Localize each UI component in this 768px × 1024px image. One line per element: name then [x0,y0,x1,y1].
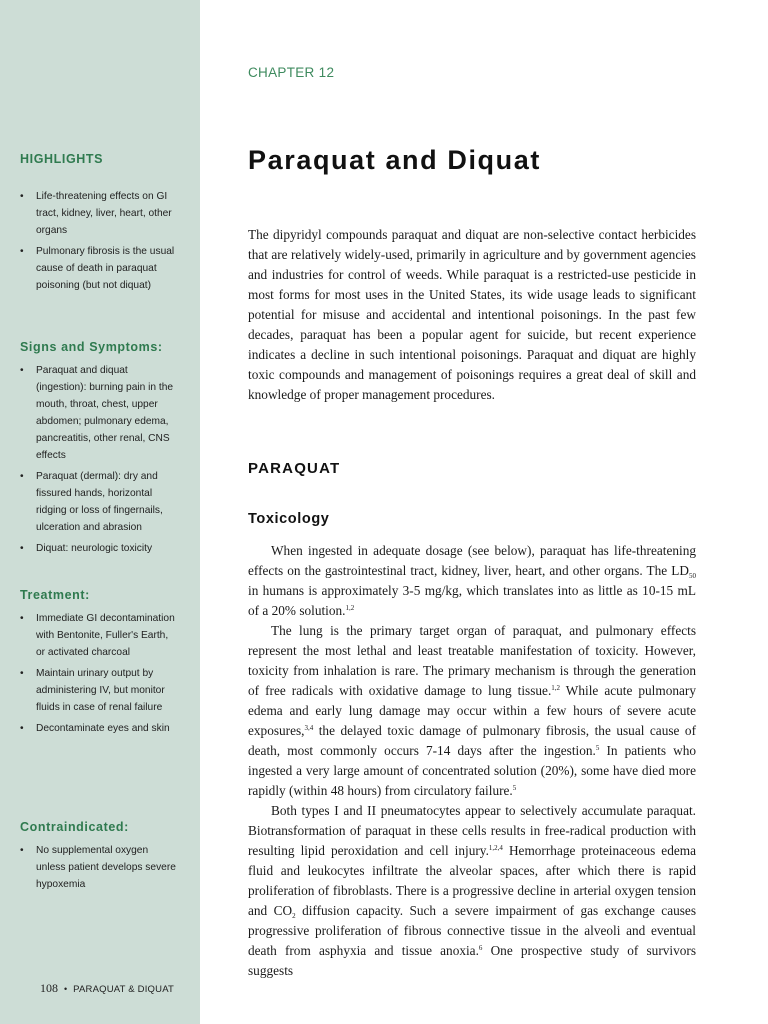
reference-superscript: 5 [595,744,600,752]
page-number: 108 [40,981,58,995]
toxicology-body [248,541,696,981]
running-title: PARAQUAT & DIQUAT [73,984,175,995]
text-run: When ingested in adequate dosage (see below), paraquat has life-threatening effects on the gastrointestinal tract, kidney, liver, heart, and other organs. The LD [248,543,696,578]
contraindicated-list [20,842,180,897]
reference-superscript: 5 [512,784,517,792]
page-title: Paraquat and Diquat [248,145,541,175]
signs-heading: Signs and Symptoms: [20,340,163,354]
footer-separator: • [64,984,68,994]
reference-superscript: 3,4 [304,724,314,732]
text-run: Hemorrhage proteinaceous edema fluid and leukocytes infiltrate the alveolar spaces, after which there is rapid proliferation of fibroblasts. There is a progressive decline in arterial oxygen tension and CO [248,843,696,918]
reference-superscript: 1,2 [345,604,355,612]
list-item: • Immediate GI decontamination with Bentonite, Fuller's Earth, or activated charcoal [20,610,180,661]
text-run: While acute pulmonary edema and early lung damage may occur within a few hours of severe acute exposures, [248,683,696,738]
page-footer [40,981,174,996]
list-item: • Diquat: neurologic toxicity [20,540,180,557]
paragraph-2 [248,621,696,801]
text-run: the delayed toxic damage of pulmonary fibrosis, the usual cause of death, most commonly occurs 7-14 days after the ingestion. [248,723,696,758]
paragraph-3 [248,801,696,981]
list-item: • Life-threatening effects on GI tract, kidney, liver, heart, other organs [20,188,180,239]
treatment-heading: Treatment: [20,588,90,602]
highlights-heading: HIGHLIGHTS [20,152,104,166]
list-item: • Maintain urinary output by administering IV, but monitor fluids in case of renal failure [20,665,180,716]
text-run: Both types I and II pneumatocytes appear to selectively accumulate paraquat. Biotransformation of paraquat in these cells results in free-radical production with resulting lipid peroxidation and cell injury. [248,803,696,858]
reference-superscript: 1,2,4 [488,844,503,852]
list-item: • Paraquat (dermal): dry and fissured hands, horizontal ridging or loss of fingernails, ulceration and abrasion [20,468,180,536]
reference-superscript: 6 [478,944,483,952]
intro-paragraph [248,225,696,405]
list-item: • No supplemental oxygen unless patient develops severe hypoxemia [20,842,180,893]
text-run: diffusion capacity. Such a severe impairment of gas exchange causes progressive proliferation of fibrous connective tissue in the alveoli and eventual death from asphyxia and tissue anoxia. [248,903,696,958]
text-run: The lung is the primary target organ of paraquat, and pulmonary effects represent the most lethal and least treatable manifestation of toxicity. However, toxicity from inhalation is rare. The primary mechanism is through the generation of free radicals with oxidative damage to lung tissue. [248,623,696,698]
chapter-label: CHAPTER 12 [248,65,335,80]
text-run: One prospective study of survivors suggests [248,943,696,978]
reference-superscript: 1,2 [551,684,561,692]
intro-text: The dipyridyl compounds paraquat and diquat are non-selective contact herbicides that are relatively widely-used, primarily in agriculture and by government agencies and industries for control of weeds. While paraquat is a restricted-use pesticide in most forms for most uses in the United States, its wide usage leads to significant potential for misuse and accidental and intentional poisonings. In the past few decades, paraquat has been a popular agent for suicide, but recent experience indicates a decline in such intentional poisonings. Paraquat and diquat are highly toxic compounds and management of poisonings requires a great deal of skill and knowledge of proper management procedures. [248,227,696,402]
subscript: 50 [689,572,696,580]
text-run: In patients who ingested a very large amount of concentrated solution (20%), some have died more rapidly (within 48 hours) from circulatory failure. [248,743,696,798]
signs-list [20,362,180,561]
highlights-sidebar [0,0,200,1024]
contraindicated-heading: Contraindicated: [20,820,129,834]
highlights-list [20,188,180,298]
paragraph-1 [248,541,696,621]
list-item: • Pulmonary fibrosis is the usual cause of death in paraquat poisoning (but not diquat) [20,243,180,294]
subsection-heading: Toxicology [248,511,330,527]
list-item: • Paraquat and diquat (ingestion): burning pain in the mouth, throat, chest, upper abdomen; pulmonary edema, pancreatitis, other renal, CNS effects [20,362,180,464]
text-run: in humans is approximately 3-5 mg/kg, which translates into as little as 10-15 mL of a 20% solution. [248,583,696,618]
list-item: • Decontaminate eyes and skin [20,720,180,737]
subscript: 2 [292,912,296,920]
section-heading: PARAQUAT [248,460,341,477]
treatment-list [20,610,180,741]
